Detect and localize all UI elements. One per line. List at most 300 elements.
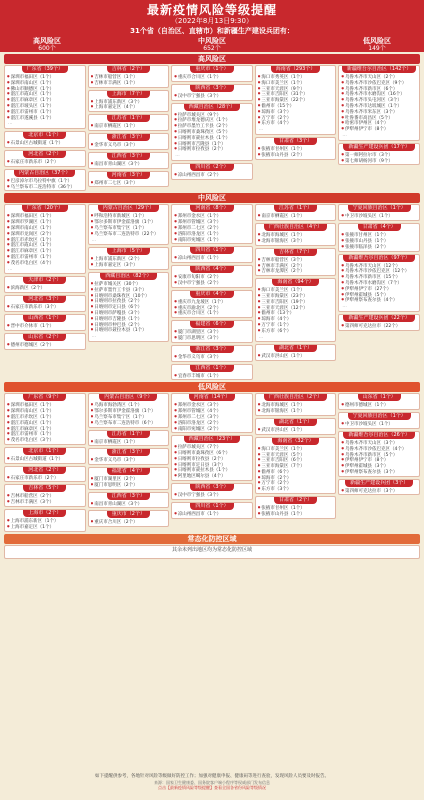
- normal-section-title: 常态化防控区域: [4, 534, 420, 544]
- district-list: [256, 213, 336, 220]
- region-name: 江苏省（1个）: [274, 205, 317, 212]
- region-name: 甘肃省（3个）: [274, 138, 317, 145]
- district-list: [89, 142, 169, 149]
- district-list: [172, 511, 252, 518]
- district-item: ● 伊犁州察布查尔县（3个）: [341, 469, 417, 475]
- region-name: 新疆生产建设兵团（22个）: [343, 315, 414, 322]
- district-list: [5, 475, 85, 482]
- region-column: [88, 204, 170, 380]
- district-list: [5, 323, 85, 330]
- district-list: [89, 161, 169, 168]
- district-item: ● 凉山州西昌市（2个）: [174, 172, 250, 178]
- region-header: [172, 484, 252, 492]
- district-item: ● 深圳市龙岗区（2个）: [7, 231, 83, 237]
- district-item: ● 湛江市霞山区（1个）: [7, 242, 83, 248]
- region-header: [172, 164, 252, 172]
- district-item: ● 第四师可克达拉市（3个）: [341, 488, 417, 494]
- region-header: [89, 205, 169, 213]
- district-item: ● 乌鲁木齐市米东区（3个）: [341, 109, 417, 115]
- district-item: ● 深圳市罗湖区（1个）: [7, 219, 83, 225]
- region-name: 广东省（20个）: [22, 205, 68, 212]
- header: [0, 0, 424, 52]
- region-box: [88, 152, 170, 169]
- region-column: [171, 65, 253, 191]
- district-item: ● 吉林市龙潭区（2个）: [258, 268, 334, 274]
- region-box: [4, 169, 86, 192]
- region-header: [5, 485, 85, 493]
- region-column: [4, 65, 86, 191]
- district-item: ● 北海市银海区（3个）: [258, 238, 334, 244]
- region-box: [338, 143, 420, 166]
- region-name: 山东省（2个）: [23, 334, 66, 341]
- region-box: [4, 333, 86, 350]
- district-item: ● 乌鲁木齐市达坂城区（1个）: [341, 103, 417, 109]
- district-item: ● 乌鲁木齐市天山区（2个）: [341, 74, 417, 80]
- region-header: [256, 394, 336, 402]
- district-item: ● 吉林市船营区（3个）: [258, 257, 334, 263]
- region-box: [338, 254, 420, 312]
- region-box: [255, 65, 337, 135]
- region-name: 西藏自治区（28个）: [184, 104, 240, 111]
- district-item: ● 汉中市宁强县（3个）: [174, 93, 250, 99]
- district-item: ● 琼海市（4个）: [258, 316, 334, 322]
- district-list: [172, 492, 252, 499]
- district-list: [172, 274, 252, 287]
- region-name: 广西壮族自治区（4个）: [264, 224, 327, 231]
- district-list: [256, 287, 336, 334]
- district-list: [89, 256, 169, 269]
- region-name: 西藏自治区（82个）: [100, 273, 156, 280]
- region-box: [88, 133, 170, 150]
- district-item: ● 拉萨市墨竹工卡县（3个）: [91, 287, 167, 293]
- region-header: [89, 153, 169, 161]
- region-name: 新疆维吾尔自治区（26个）: [343, 432, 414, 439]
- district-item: ● 郑州市二七区（3个）: [174, 414, 250, 420]
- region-name: 福建省（4个）: [107, 468, 150, 475]
- more-indicator: …: [342, 132, 347, 138]
- district-item: ● 东方市（4个）: [258, 120, 334, 126]
- region-header: [89, 172, 169, 180]
- region-name: 宁夏回族自治区（1个）: [348, 205, 411, 212]
- region-name: 宁夏回族自治区（1个）: [348, 413, 411, 420]
- region-header: [5, 66, 85, 74]
- region-name: 湖北省（1个）: [274, 419, 317, 426]
- district-list: [256, 402, 336, 415]
- district-item: ● 吉林市船营区（2个）: [7, 493, 83, 499]
- district-item: ● 湛江市麻章区（1个）: [7, 426, 83, 432]
- region-box: [88, 247, 170, 270]
- region-box: [171, 84, 253, 101]
- region-header: [172, 104, 252, 112]
- district-item: ● 湛江市坡头区（1个）: [7, 103, 83, 109]
- region-column: [255, 65, 337, 191]
- district-item: ● 乌兰察布市集宁区（1个）: [91, 225, 167, 231]
- region-header: [256, 66, 336, 74]
- district-list: [172, 444, 252, 480]
- district-item: ● 南京市栖霞区（1个）: [258, 213, 334, 219]
- region-name: 河北省（2个）: [23, 151, 66, 158]
- district-item: ● 儋州市（6个）: [258, 469, 334, 475]
- district-item: ● 湛江市麻章区（1个）: [7, 97, 83, 103]
- summary-high: [12, 37, 82, 53]
- district-list: [172, 213, 252, 243]
- district-list: [5, 493, 85, 506]
- district-list: [89, 180, 169, 187]
- region-name: 北京市（1个）: [23, 132, 66, 139]
- region-name: 内蒙古自治区（9个）: [99, 394, 157, 401]
- district-item: ● 石家庄市新乐市（2个）: [7, 475, 83, 481]
- district-item: ● 德州市德城区（1个）: [341, 402, 417, 408]
- region-header: [89, 248, 169, 256]
- district-item: ● 乌鲁木齐市新市区（15个）: [341, 274, 417, 280]
- region-header: [256, 224, 336, 232]
- district-item: ● 郑州市二七区（3个）: [91, 180, 167, 186]
- district-item: ● 日喀则市定日县（6个）: [91, 304, 167, 310]
- district-item: ● 乌鲁木齐市天山区（12个）: [341, 263, 417, 269]
- region-name: 天津市（2个）: [23, 277, 66, 284]
- region-header: [172, 291, 252, 299]
- region-box: [88, 171, 170, 188]
- region-header: [172, 503, 252, 511]
- district-item: ● 海口市美兰区（1个）: [258, 446, 334, 452]
- region-header: [256, 345, 336, 353]
- district-item: ● 乌鲁木齐市沙依巴克区（4个）: [341, 446, 417, 452]
- region-name: 山东省（1个）: [358, 394, 401, 401]
- district-item: ● 湛江市雷州市（1个）: [7, 109, 83, 115]
- district-list: [339, 440, 419, 476]
- region-box: [4, 393, 86, 445]
- region-header: [5, 170, 85, 178]
- region-header: [5, 151, 85, 159]
- region-name: 甘肃省（4个）: [358, 224, 401, 231]
- region-header: [339, 432, 419, 440]
- district-list: [339, 263, 419, 305]
- district-item: ● 吉林市船营区（1个）: [91, 74, 167, 80]
- region-box: [171, 290, 253, 318]
- district-item: ● 吐鲁番市高昌区（5个）: [341, 115, 417, 121]
- district-list: [172, 354, 252, 361]
- summary-low-count: 149个: [368, 45, 386, 52]
- region-header: [172, 85, 252, 93]
- district-item: ● 凉山州西昌市（1个）: [174, 255, 250, 261]
- region-box: [255, 223, 337, 246]
- region-box: [88, 510, 170, 527]
- section-title-high: 高风险区: [4, 54, 420, 64]
- region-column: [338, 393, 420, 531]
- district-list: [5, 456, 85, 463]
- region-header: [339, 205, 419, 213]
- district-item: ● 张掖市甘州区（1个）: [341, 232, 417, 238]
- summary-low: [342, 37, 412, 53]
- district-item: ● 三亚市海棠区（7个）: [258, 463, 334, 469]
- region-column: [88, 65, 170, 191]
- region-name: 海南省（293个）: [271, 66, 321, 73]
- region-box: [88, 90, 170, 113]
- district-item: ● 上海市浦东新区（1个）: [7, 518, 83, 524]
- region-header: [172, 205, 252, 213]
- region-name: 北京市（1个）: [23, 448, 66, 455]
- district-item: ● 三亚市海棠区（23个）: [258, 293, 334, 299]
- region-box: [338, 412, 420, 429]
- region-box: [4, 295, 86, 312]
- region-box: [4, 314, 86, 331]
- region-header: [256, 279, 336, 287]
- district-item: ● 日喀则市吉隆县（1个）: [91, 316, 167, 322]
- district-item: ● 上海市嘉定区（1个）: [7, 524, 83, 530]
- district-item: ● 三亚市海棠区（22个）: [258, 97, 334, 103]
- region-column: [255, 204, 337, 380]
- region-header: [89, 91, 169, 99]
- region-box: [171, 393, 253, 433]
- district-item: ● 日喀则市仲巴县（2个）: [91, 322, 167, 328]
- district-list: [5, 518, 85, 531]
- district-item: ● 第四师可克达拉市（22个）: [341, 323, 417, 329]
- district-item: ● 深圳市南山区（1个）: [7, 408, 83, 414]
- district-item: ● 滨海新区（2个）: [7, 285, 83, 291]
- region-name: 江苏省（1个）: [107, 115, 150, 122]
- region-name: 湖北省（1个）: [274, 345, 317, 352]
- more-indicator: …: [91, 237, 97, 243]
- region-box: [4, 484, 86, 507]
- risk-sections: [0, 54, 424, 532]
- district-item: ● 儋州市（15个）: [258, 103, 334, 109]
- region-header: [256, 249, 336, 257]
- region-header: [256, 138, 336, 146]
- district-list: [256, 146, 336, 159]
- district-item: ● 拉萨市墨竹工卡县（2个）: [174, 123, 250, 129]
- district-item: ● 日喀则市桑珠孜区（5个）: [174, 129, 250, 135]
- region-box: [171, 435, 253, 481]
- district-item: ● 凉山州西昌市（1个）: [174, 511, 250, 517]
- district-list: [172, 255, 252, 262]
- district-item: ● 武汉市洪山区（1个）: [258, 427, 334, 433]
- district-item: ● 张掖市甘州区（1个）: [258, 505, 334, 511]
- district-item: ● 吉林市丰满区（1个）: [91, 80, 167, 86]
- region-name: 吉林省（5个）: [23, 485, 66, 492]
- footer-source: 来源：国家卫生健康委、国务院客户端小程序等权威部门发布信息: [154, 780, 270, 785]
- region-name: 陕西省（4个）: [190, 266, 233, 273]
- district-item: ● 金华市义乌市（3个）: [174, 354, 250, 360]
- region-name: 陕西省（3个）: [190, 85, 233, 92]
- district-list: [339, 232, 419, 250]
- district-item: ● 乌兰察布市二连浩特市（6个）: [91, 420, 167, 426]
- region-name: 上海市（7个）: [107, 91, 150, 98]
- district-item: ● 万宁市（2个）: [258, 115, 334, 121]
- region-header: [89, 431, 169, 439]
- district-list: [172, 172, 252, 179]
- footer-link[interactable]: 点击【最新疫情风险等级提醒】查看全国各省份风险等级情况: [158, 785, 266, 790]
- region-column: [88, 393, 170, 531]
- district-list: [5, 402, 85, 444]
- district-item: ● 湛江市雷州市（1个）: [7, 431, 83, 437]
- district-list: [172, 299, 252, 317]
- region-header: [339, 413, 419, 421]
- region-box: [88, 492, 170, 509]
- region-box: [255, 393, 337, 416]
- region-column: [255, 393, 337, 531]
- region-header: [89, 449, 169, 457]
- district-item: ● 三亚市吉阳区（19个）: [258, 299, 334, 305]
- district-item: ● 湛江市霞山区（1个）: [7, 91, 83, 97]
- district-item: ● 郑州市管城区（3个）: [174, 219, 250, 225]
- district-item: ● 深圳市福田区（1个）: [7, 213, 83, 219]
- district-item: ● 重庆市九龙坡区（1个）: [174, 299, 250, 305]
- region-header: [5, 277, 85, 285]
- district-item: ● 重庆市合川区（1个）: [174, 310, 250, 316]
- district-list: [256, 446, 336, 493]
- summary-mid-label: 中风险区: [198, 37, 226, 45]
- region-header: [5, 467, 85, 475]
- region-name: 上海市（5个）: [107, 248, 150, 255]
- district-list: [172, 93, 252, 100]
- region-column: [338, 204, 420, 380]
- district-item: ● 日喀则市桑珠孜区（10个）: [91, 293, 167, 299]
- region-name: 重庆市（4个）: [190, 291, 233, 298]
- district-item: ● 郑州市二七区（2个）: [174, 225, 250, 231]
- district-list: [5, 342, 85, 349]
- region-name: 四川省（1个）: [190, 247, 233, 254]
- region-box: [4, 466, 86, 483]
- district-list: [89, 519, 169, 526]
- district-item: ● 湛江市雷州市（1个）: [7, 254, 83, 260]
- region-name: 上海市（2个）: [23, 510, 66, 517]
- section-title-low: 低风险区: [4, 382, 420, 392]
- region-header: [5, 510, 85, 518]
- district-item: ● 巴彦淖尔市乌拉特中旗（1个）: [7, 178, 83, 184]
- region-header: [5, 132, 85, 140]
- district-item: ● 南京市栖霞区（1个）: [91, 439, 167, 445]
- district-list: [172, 402, 252, 432]
- region-name: 吉林省（7个）: [274, 249, 317, 256]
- district-list: [5, 140, 85, 147]
- region-header: [172, 321, 252, 329]
- district-item: ● 张掖市山丹县（1个）: [258, 511, 334, 517]
- district-item: ● 乌鲁木齐市天山区（3个）: [341, 440, 417, 446]
- region-header: [339, 255, 419, 263]
- district-item: ● 阿里地区噶尔县（4个）: [174, 473, 250, 479]
- region-header: [339, 315, 419, 323]
- region-column: [171, 204, 253, 380]
- district-item: ● 日喀则市拉孜县（2个）: [174, 146, 250, 152]
- region-box: [338, 314, 420, 331]
- district-item: ● 乌鲁木齐市水磨沟区（16个）: [341, 91, 417, 97]
- district-item: ● 厦门市湖里区（3个）: [174, 329, 250, 335]
- district-list: [172, 373, 252, 380]
- district-item: ● 湛江市麻章区（1个）: [7, 248, 83, 254]
- region-name: 浙江省（3个）: [107, 134, 150, 141]
- region-box: [4, 276, 86, 293]
- footer-note: 如下提醒供参考，各地针对风险等级做好防控工作；加强对健康申报、健康码等进行查验，发现风险人员要及时报告。: [95, 774, 329, 779]
- district-item: ● 日喀则市聂拉木县（1个）: [174, 135, 250, 141]
- district-item: ● 日喀则市桑珠孜区（6个）: [174, 450, 250, 456]
- district-item: ● 厦门市思明区（3个）: [174, 335, 250, 341]
- district-list: [89, 439, 169, 446]
- district-item: ● 上海市嘉定区（4个）: [91, 104, 167, 110]
- district-item: ● 三亚市天涯区（5个）: [258, 452, 334, 458]
- district-item: ● 三亚市吉阳区（6个）: [258, 457, 334, 463]
- region-name: 四川省（1个）: [190, 503, 233, 510]
- district-list: [172, 74, 252, 81]
- region-column: [338, 65, 420, 191]
- region-box: [338, 431, 420, 477]
- district-item: ● 汉中市宁强县（3个）: [174, 492, 250, 498]
- region-header: [256, 205, 336, 213]
- district-item: ● 石家庄市新乐市（3个）: [7, 304, 83, 310]
- district-item: ● 吉林市丰满区（2个）: [258, 263, 334, 269]
- district-item: ● 深圳市南山区（1个）: [7, 80, 83, 86]
- district-list: [256, 427, 336, 434]
- district-item: ● 南昌市青山湖区（3个）: [91, 501, 167, 507]
- region-name: 新疆生产建设兵团（17个）: [343, 144, 414, 151]
- region-name: 海南省（94个）: [272, 279, 318, 286]
- region-box: [4, 447, 86, 464]
- district-item: ● 晋中市介休市（1个）: [7, 323, 83, 329]
- district-item: ● 日喀则市拉孜县（2个）: [91, 298, 167, 304]
- district-item: ● 乌鲁木齐市水磨沟区（7个）: [341, 280, 417, 286]
- region-box: [255, 278, 337, 342]
- district-item: ● 乌海市海勃湾区（1个）: [91, 402, 167, 408]
- district-item: ● 伊犁州察布查尔县（4个）: [341, 297, 417, 303]
- region-box: [4, 65, 86, 129]
- district-list: [339, 213, 419, 220]
- district-item: ● 乌鲁木齐市新市区（6个）: [341, 86, 417, 92]
- more-indicator: …: [258, 127, 264, 133]
- region-header: [5, 334, 85, 342]
- district-item: ● 南阳市宛城区（2个）: [174, 426, 250, 432]
- region-box: [338, 393, 420, 410]
- region-name: 陕西省（3个）: [190, 484, 233, 491]
- district-item: ● 宜春市丰城市（1个）: [174, 373, 250, 379]
- district-item: ● 深圳市南山区（1个）: [7, 225, 83, 231]
- district-list: [256, 257, 336, 275]
- region-name: 新疆生产建设兵团（3个）: [345, 480, 413, 487]
- region-name: 江西省（3个）: [107, 493, 150, 500]
- region-name: 福建省（6个）: [190, 321, 233, 328]
- region-header: [5, 394, 85, 402]
- region-name: 内蒙古自治区（37个）: [14, 170, 75, 177]
- district-item: ● 中卫市沙坡头区（1个）: [341, 213, 417, 219]
- district-list: [5, 304, 85, 311]
- region-box: [4, 204, 86, 274]
- region-box: [171, 204, 253, 244]
- district-item: ● 海口市美兰区（1个）: [258, 80, 334, 86]
- district-item: ● 日喀则市拉孜县（2个）: [174, 456, 250, 462]
- district-item: ● 三亚市吉阳区（31个）: [258, 91, 334, 97]
- region-header: [5, 205, 85, 213]
- district-item: ● 张掖市临泽县（2个）: [341, 244, 417, 250]
- district-list: [89, 501, 169, 508]
- district-list: [172, 112, 252, 154]
- district-item: ● 张掖市山丹县（2个）: [258, 152, 334, 158]
- region-header: [172, 266, 252, 274]
- footer: [0, 772, 424, 800]
- district-item: ● 郑州市管城区（4个）: [174, 408, 250, 414]
- region-name: 浙江省（3个）: [107, 449, 150, 456]
- region-header: [172, 436, 252, 444]
- district-item: ● 日喀则市聂拉木县（1个）: [91, 327, 167, 333]
- district-list: [339, 74, 419, 133]
- summary-high-count: 600个: [38, 45, 56, 52]
- district-item: ● 湛江市赤坎区（1个）: [7, 237, 83, 243]
- district-item: ● 乌兰察布市集宁区（1个）: [91, 414, 167, 420]
- region-box: [88, 114, 170, 131]
- district-item: ● 呼和浩特市新城区（1个）: [91, 213, 167, 219]
- region-name: 河南省（14个）: [189, 394, 235, 401]
- district-item: ● 石家庄市新乐市（2个）: [7, 159, 83, 165]
- region-name: 江苏省（1个）: [107, 431, 150, 438]
- district-item: ● 郑州市金水区（3个）: [174, 402, 250, 408]
- district-item: ● 伊犁州伊宁市（27个）: [341, 286, 417, 292]
